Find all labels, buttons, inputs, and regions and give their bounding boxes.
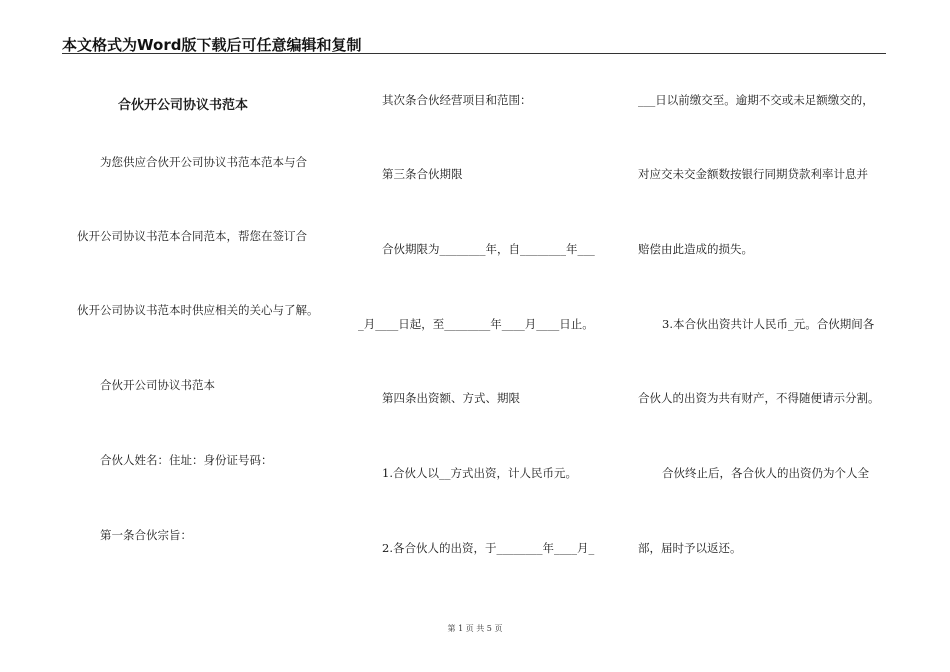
column3-line-6: 合伙终止后，各合伙人的出资仍为个人全 <box>662 466 869 480</box>
column3-line-5: 合伙人的出资为共有财产，不得随便请示分割。 <box>638 391 880 405</box>
column2-line-1: 其次条合伙经营项目和范围： <box>382 93 532 107</box>
page-footer: 第 1 页 共 5 页 <box>447 624 503 633</box>
column1-line-1: 为您供应合伙开公司协议书范本范本与合 <box>100 155 307 169</box>
column3-line-2: 对应交未交金额数按银行同期贷款利率计息并 <box>638 167 868 181</box>
column1-line-3: 伙开公司协议书范本时供应相关的关心与了解。 <box>77 303 319 317</box>
column1-line-2: 伙开公司协议书范本合同范本，帮您在签订合 <box>77 229 307 243</box>
column3-line-1: ___日以前缴交至。逾期不交或未足额缴交的， <box>638 93 874 107</box>
column1-line-4: 合伙开公司协议书范本 <box>100 378 215 392</box>
column2-line-2: 第三条合伙期限 <box>382 167 463 181</box>
column2-line-7: 2.各合伙人的出资，于________年____月_ <box>382 541 595 555</box>
column1-line-6: 第一条合伙宗旨： <box>100 528 192 542</box>
document-title: 合伙开公司协议书范本 <box>118 98 249 113</box>
column3-line-4: 3.本合伙出资共计人民币_元。合伙期间各 <box>662 317 875 331</box>
header-divider <box>62 53 886 54</box>
column3-line-7: 部，届时予以返还。 <box>638 541 742 555</box>
column1-line-5: 合伙人姓名：住址：身份证号码： <box>100 453 273 467</box>
column2-line-4: _月____日起，至________年____月____日止。 <box>358 317 594 331</box>
column2-line-5: 第四条出资额、方式、期限 <box>382 391 520 405</box>
header-title: 本文格式为Word版下载后可任意编辑和复制 <box>62 36 362 54</box>
column3-line-3: 赔偿由此造成的损失。 <box>638 242 753 256</box>
column2-line-6: 1.合伙人以__方式出资，计人民币元。 <box>382 466 577 480</box>
column2-line-3: 合伙期限为________年，自________年___ <box>382 242 595 256</box>
